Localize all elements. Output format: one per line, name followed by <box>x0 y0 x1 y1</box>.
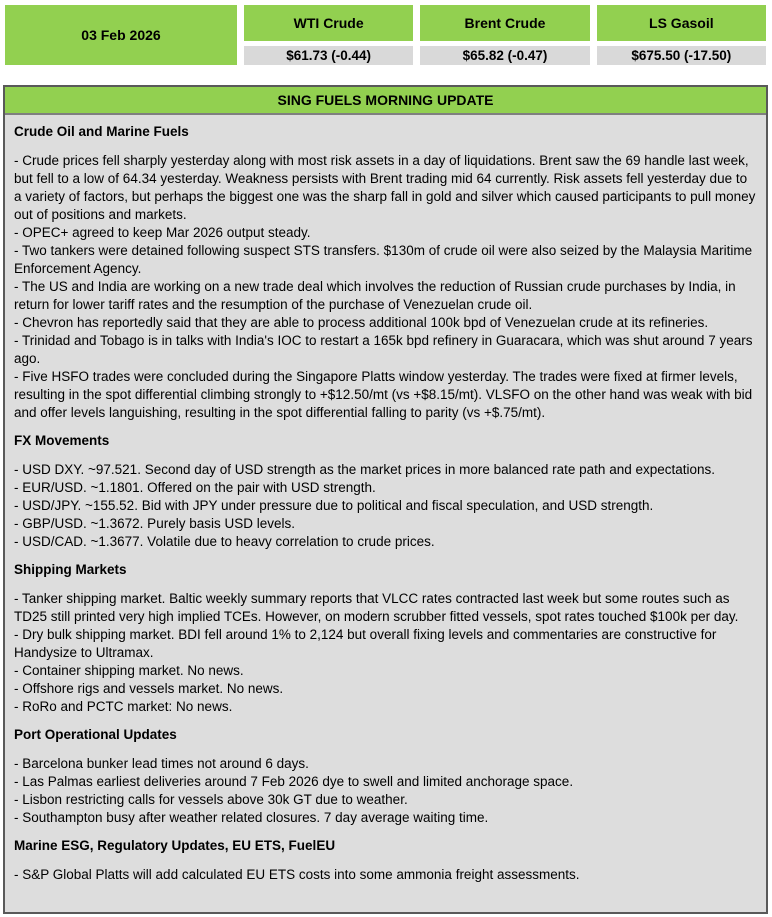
bullet-line: - USD DXY. ~97.521. Second day of USD strength as the market prices in more balanced rate path and expectations. <box>14 462 716 477</box>
bullet-line: - Dry bulk shipping market. BDI fell around 1% to 2,124 but overall fixing levels and commentaries are constructive for Handysize to Ultramax. <box>14 627 717 660</box>
section-heading: Shipping Markets <box>14 562 127 577</box>
bullet-line: - The US and India are working on a new trade deal which involves the reduction of Russian crude purchases by India, in return for lower tariff rates and the resumption of the purchase of Venezuelan crude oil. <box>14 279 736 312</box>
bullet-line: - Five HSFO trades were concluded during the Singapore Platts window yesterday. The trades were fixed at firmer levels, resulting in the spot differential climbing strongly to +$12.50/mt (vs +$8.15/mt). VLSFO on the other hand was weak with bid and offer levels languishing, resulting in the spot differential falling to parity (vs +$.75/mt). <box>14 369 753 420</box>
bullet-line: - Tanker shipping market. Baltic weekly summary reports that VLCC rates contracted last week but some routes such as TD25 still printed very high implied TCEs. However, on modern scrubber fitted vessels, spot rates touched $100k per day. <box>14 591 739 624</box>
section-heading: Crude Oil and Marine Fuels <box>14 124 189 139</box>
price-bar <box>5 5 766 65</box>
section-heading: Port Operational Updates <box>14 727 177 742</box>
bullet-line: - OPEC+ agreed to keep Mar 2026 output steady. <box>14 225 311 240</box>
bullet-line: - Las Palmas earliest deliveries around 7 Feb 2026 dye to swell and limited anchorage space. <box>14 774 574 789</box>
bullet-line: - Trinidad and Tobago is in talks with India's IOC to restart a 165k bpd refinery in Guaracara, which was shut around 7 years ago. <box>14 333 753 366</box>
bullet-line: - S&P Global Platts will add calculated EU ETS costs into some ammonia freight assessments. <box>14 867 580 882</box>
date-cell: 03 Feb 2026 <box>5 5 237 65</box>
quote-header-wti: WTI Crude <box>244 5 413 41</box>
quote-header-ls-gasoil: LS Gasoil <box>597 5 766 41</box>
quote-value-ls-gasoil: $675.50 (-17.50) <box>597 46 766 65</box>
bullet-line: - Barcelona bunker lead times not around 6 days. <box>14 756 309 771</box>
bullet-line: - EUR/USD. ~1.1801. Offered on the pair with USD strength. <box>14 480 376 495</box>
section-heading: FX Movements <box>14 433 110 448</box>
bullet-line: - Offshore rigs and vessels market. No news. <box>14 681 284 696</box>
bullet-line: - Chevron has reportedly said that they are able to process additional 100k bpd of Venezuelan crude at its refineries. <box>14 315 709 330</box>
section-heading: Marine ESG, Regulatory Updates, EU ETS, FuelEU <box>14 838 336 853</box>
quote-value-wti: $61.73 (-0.44) <box>244 46 413 65</box>
morning-update-panel <box>3 85 768 914</box>
bullet-line: - GBP/USD. ~1.3672. Purely basis USD levels. <box>14 516 295 531</box>
bullet-line: - Lisbon restricting calls for vessels above 30k GT due to weather. <box>14 792 408 807</box>
bullet-line: - Two tankers were detained following suspect STS transfers. $130m of crude oil were also seized by the Malaysia Maritime Enforcement Agency. <box>14 243 753 276</box>
bullet-line: - Container shipping market. No news. <box>14 663 244 678</box>
quote-header-brent: Brent Crude <box>420 5 589 41</box>
bullet-line: - USD/JPY. ~155.52. Bid with JPY under pressure due to political and fiscal speculation, and USD strength. <box>14 498 654 513</box>
bullet-line: - Southampton busy after weather related closures. 7 day average waiting time. <box>14 810 489 825</box>
bullet-line: - USD/CAD. ~1.3677. Volatile due to heavy correlation to crude prices. <box>14 534 435 549</box>
bullet-line: - Crude prices fell sharply yesterday along with most risk assets in a day of liquidations. Brent saw the 69 handle last week, but fell to a low of 64.34 yesterday. Weakness persists with Brent trading mid 64 currently. Risk assets fell yesterday due to a variety of factors, but perhaps the biggest one was the sharp fall in gold and silver which caused participants to pull money out of positions and markets. <box>14 153 756 222</box>
bullet-line: - RoRo and PCTC market: No news. <box>14 699 233 714</box>
quote-value-brent: $65.82 (-0.47) <box>420 46 589 65</box>
update-body <box>5 115 766 912</box>
update-title: SING FUELS MORNING UPDATE <box>5 87 766 115</box>
